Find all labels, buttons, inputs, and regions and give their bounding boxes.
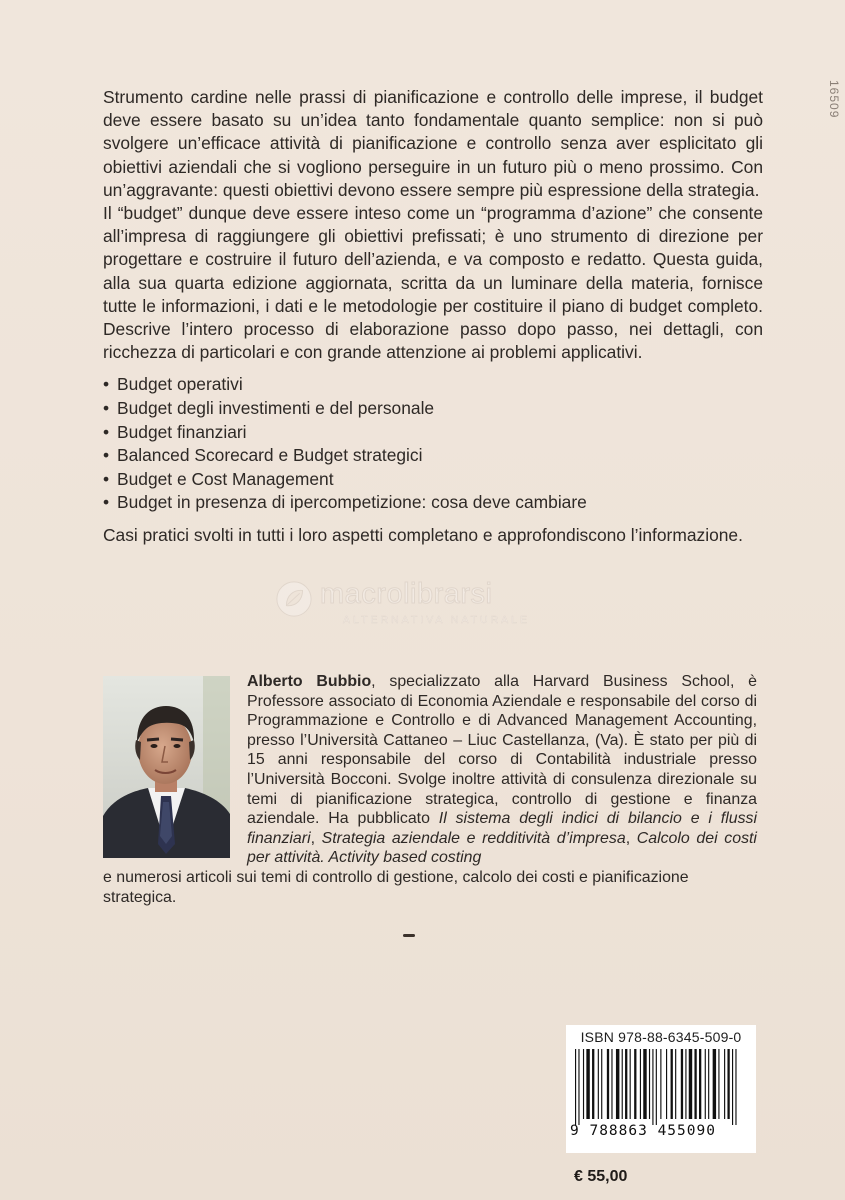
barcode-icon (575, 1049, 747, 1125)
watermark-name: macrolibrarsi (320, 578, 493, 610)
list-item: • Budget operativi (103, 373, 763, 397)
blurb-paragraph-3: Casi pratici svolti in tutti i loro aspetti completano e approfondiscono l’informazione. (103, 525, 743, 545)
list-item: • Budget degli investimenti e del personale (103, 397, 763, 421)
bullet-icon: • (103, 374, 110, 395)
book-title-2: Strategia aziendale e redditività d’impresa (321, 829, 626, 847)
author-portrait-image (103, 676, 230, 858)
watermark (275, 576, 595, 636)
author-bio: Alberto Bubbio, specializzato alla Harvard Business School, è Professore associato di Economia Aziendale e responsabile del corso di Programmazione e Controllo e di Advanced Management Accounting, presso l’Università Cattaneo – Liuc Castellanza, (Va). È stato per più di 15 anni responsabile del corso di Contabilità industriale presso l’Università Bocconi. Svolge inoltre attività di consulenza direzionale su temi di pianificazione strategica, controllo di gestione e finanza aziendale. Ha pubblicato Il sistema degli indici di bilancio e i flussi finanziari, Strategia aziendale e redditività d’impresa, Calcolo dei costi per attività. Activity based costing (247, 673, 758, 867)
author-name: Alberto Bubbio (247, 673, 372, 690)
print-mark (403, 934, 415, 937)
bullet-icon: • (103, 398, 110, 419)
list-item: • Balanced Scorecard e Budget strategici (103, 444, 763, 468)
barcode-box (566, 1025, 756, 1153)
price: € 55,00 (574, 1168, 628, 1185)
bullet-icon: • (103, 421, 110, 442)
isbn-label: ISBN 978-88-6345-509-0 (580, 1029, 742, 1045)
watermark-tagline: ALTERNATIVA NATURALE (343, 614, 530, 626)
book-title-1: Il sistema degli indici di bilancio e i flussi finanziari (247, 810, 757, 847)
author-photo (103, 676, 230, 858)
leaf-logo-icon (275, 580, 313, 618)
topic-list (103, 373, 763, 515)
book-title-3: Calcolo dei costi per attività. Activity based costing (247, 829, 757, 867)
cover-blurb (103, 86, 763, 547)
bullet-icon: • (103, 468, 110, 489)
ean-digits: 9 788863 455090 (570, 1123, 716, 1139)
bullet-icon: • (103, 445, 110, 466)
bullet-icon: • (103, 492, 110, 513)
blurb-paragraph-2: Il “budget” dunque deve essere inteso come un “programma d’azione” che consente all’impresa di raggiungere gli obiettivi prefissati; è uno strumento di direzione per progettare e costruire il futuro dell’azienda, e va composto e redatto. Questa guida, alla sua quarta edizione aggiornata, scritta da un luminare della materia, fornisce tutte le informazioni, i dati e le metodologie per costituire il piano di budget completo. Descrive l’intero processo di elaborazione passo dopo passo, nei dettagli, con ricchezza di particolari e con grande attenzione ai problemi applicativi. (103, 203, 763, 363)
list-item: • Budget finanziari (103, 421, 763, 445)
blurb-paragraph-1: Strumento cardine nelle prassi di pianificazione e controllo delle imprese, il budget deve essere basato su un’idea tanto fondamentale quanto semplice: non si può svolgere un’efficace attività di pianificazione e controllo senza aver esplicitato gli obiettivi aziendali che si vogliono perseguire in un futuro più o meno prossimo. Con un’aggravante: questi obiettivi devono essere sempre più espressione della strategia. (103, 87, 763, 200)
edge-code: 16509 (827, 80, 841, 119)
author-bio-tail: e numerosi articoli sui temi di controllo di gestione, calcolo dei costi e pianificazione strategica. (103, 869, 689, 906)
bio-text-1: , specializzato alla Harvard Business School, è Professore associato di Economia Aziendale e responsabile del corso di Programmazione e Controllo e di Advanced Management Accounting, presso l’Università Cattaneo – Liuc Castellanza, (Va). È stato per più di 15 anni responsabile del corso di Contabilità industriale presso l’Università Bocconi. Svolge inoltre attività di consulenza direzionale su temi di pianificazione strategica, controllo di gestione e finanza aziendale. Ha pubblicato (247, 673, 758, 828)
list-item: • Budget e Cost Management (103, 468, 763, 492)
list-item: • Budget in presenza di ipercompetizione: cosa deve cambiare (103, 491, 763, 515)
